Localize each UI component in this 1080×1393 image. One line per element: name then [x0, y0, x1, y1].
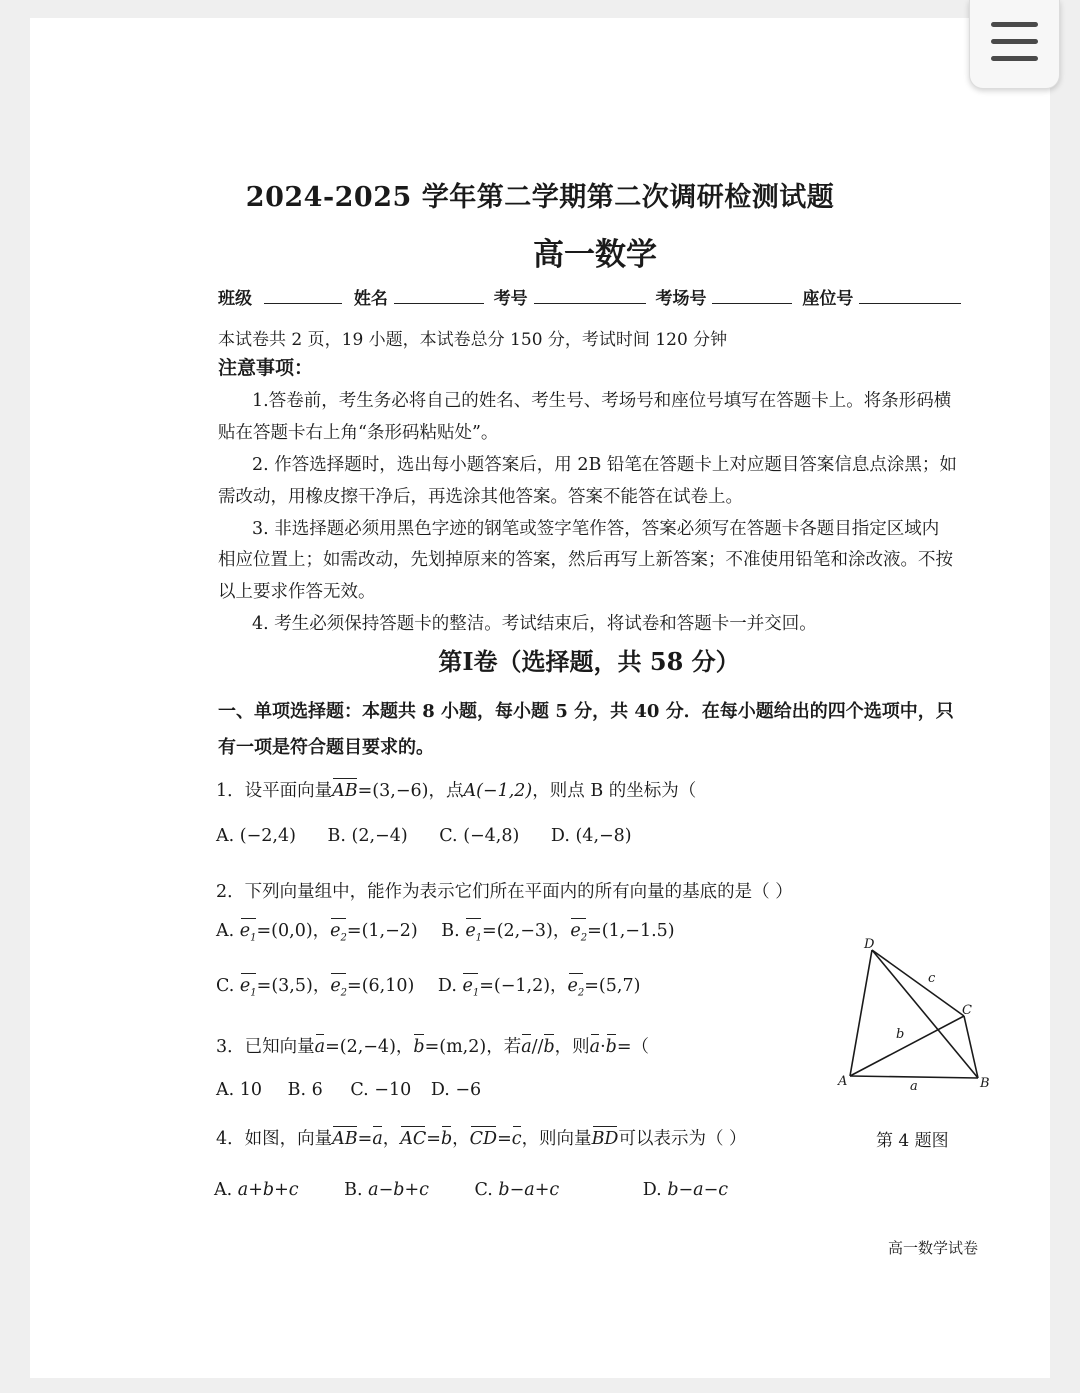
menu-icon-bar — [991, 56, 1038, 61]
section-title: 第Ⅰ卷（选择题，共 58 分） — [438, 647, 740, 676]
q3-tail: =（ — [616, 1037, 650, 1057]
q3-option-a-label: A. — [216, 1080, 235, 1100]
q3-option-d: −6 — [455, 1080, 482, 1100]
q4-option-d: b−a−c — [667, 1180, 729, 1200]
q2-option-c-e2: =(6,10) — [347, 976, 415, 996]
q2-options-cd: C. $e_1=(3,5)$，$e_2=(6,10)$ D. $e_1=(-1,2)$，$e_2=(5,7)$ — [216, 976, 641, 999]
seat-no-label: 座位号 — [802, 289, 854, 309]
q1-option-c: (−4,8) — [463, 826, 520, 846]
q2-option-a-e2: =(1,−2) — [346, 921, 418, 941]
q4-option-c-label: C. — [474, 1180, 493, 1200]
q2-option-b-label: B. — [441, 921, 460, 941]
candidate-info-fields — [218, 284, 961, 309]
q2-option-d-e2: =(5,7) — [584, 976, 641, 996]
q4-tail: 可以表示为（ ） — [618, 1129, 747, 1149]
q2-option-c-label: C. — [216, 976, 235, 996]
q3-parallel: // — [531, 1037, 544, 1057]
q1-option-d-label: D. — [550, 826, 570, 846]
figure-caption: 第 4 题图 — [876, 1131, 949, 1151]
question-2: 2．下列向量组中，能作为表示它们所在平面内的所有向量的基底的是（ ） — [216, 882, 793, 902]
menu-button[interactable] — [969, 0, 1060, 89]
q3-cond: ，若 — [486, 1037, 522, 1057]
exam-info: 本试卷共 2 页，19 小题，本试卷总分 150 分，考试时间 120 分钟 — [218, 330, 728, 350]
q3-vector-a: =(2,−4) — [325, 1037, 396, 1057]
q3-option-a: 10 — [239, 1080, 263, 1100]
question-4: 4．如图，向量AB=a，AC=b，CD=c，则向量BD可以表示为（ ） — [216, 1129, 747, 1149]
q2-options-ab: A. $e_1=(0,0)$，$e_2=(1,-2)$ B. $e_1=(2,-3)$，$e_2=(1,-1.5)$ — [216, 921, 675, 944]
q3-prefix: 3．已知向量 — [216, 1037, 315, 1057]
q4-options — [214, 1180, 728, 1200]
q3-vector-b: =(m,2) — [424, 1037, 487, 1057]
q1-expr: =(3,−6)，点 — [357, 781, 464, 801]
q4-option-b: a−b+c — [368, 1180, 429, 1200]
q1-option-b: (2,−4) — [351, 826, 408, 846]
figure-edge-ac — [850, 1016, 964, 1076]
point-b-label: B — [980, 1076, 990, 1090]
q4-vector-figure — [830, 930, 1000, 1090]
q2-option-b-e1: =(2,−3) — [482, 921, 553, 941]
notice-line: 1.答卷前，考生务必将自己的姓名、考生号、考场号和座位号填写在答题卡上。将条形码横 — [252, 391, 952, 411]
part1-instructions: 一、单项选择题：本题共 8 小题，每小题 5 分，共 40 分．在每小题给出的四个选项中，只 — [218, 701, 954, 722]
notice-line: 2. 作答选择题时，选出每小题答案后，用 2B 铅笔在答题卡上对应题目答案信息点涂黑；如 — [252, 455, 957, 475]
q1-suffix: ，则点 B 的坐标为（ — [532, 781, 697, 801]
q3-option-c: −10 — [374, 1080, 412, 1100]
notice-line: 需改动，用橡皮擦干净后，再选涂其他答案。答案不能答在试卷上。 — [218, 487, 743, 507]
q1-option-a-label: A. — [216, 826, 235, 846]
room-no-blank — [712, 289, 792, 304]
class-blank — [264, 289, 342, 304]
part1-instructions-cont: 有一项是符合题目要求的。 — [218, 737, 434, 758]
question-3: 3．已知向量a=(2,−4)，b=(m,2)，若a//b，则a·b=（ — [216, 1037, 650, 1057]
notice-line: 4. 考生必须保持答题卡的整洁。考试结束后，将试卷和答题卡一并交回。 — [252, 614, 817, 634]
q1-options — [216, 826, 632, 846]
q2-option-a-label: A. — [216, 921, 235, 941]
q4-option-c: b−a+c — [498, 1180, 560, 1200]
q4-option-a-label: A. — [214, 1180, 233, 1200]
seat-no-blank — [859, 289, 961, 304]
page-footer: 高一数学试卷 — [888, 1239, 979, 1257]
point-c-label: C — [962, 1003, 972, 1018]
q2-option-a-e1: =(0,0) — [256, 921, 313, 941]
q2-option-d-e1: =(−1,2) — [479, 976, 551, 996]
figure-edge-ab — [850, 1076, 978, 1078]
q1-option-d: (4,−8) — [575, 826, 632, 846]
q2-option-d-label: D. — [437, 976, 457, 996]
vector-a-label: a — [910, 1079, 918, 1090]
q2-option-c-e1: =(3,5) — [256, 976, 313, 996]
name-blank — [394, 289, 484, 304]
q1-point: A(−1,2) — [463, 781, 533, 801]
class-label: 班级 — [218, 289, 252, 309]
notice-line: 贴在答题卡右上角“条形码粘贴处”。 — [218, 423, 499, 443]
q1-vector-ab: AB — [332, 781, 358, 801]
q4-mid: ，则向量 — [521, 1129, 592, 1149]
q2-option-b-e2: =(1,−1.5) — [587, 921, 675, 941]
q1-option-b-label: B. — [327, 826, 346, 846]
menu-icon — [991, 22, 1038, 27]
q3-option-c-label: C. — [350, 1080, 369, 1100]
q3-dot: · — [600, 1037, 606, 1057]
figure-edge-da — [850, 950, 872, 1076]
point-d-label: D — [864, 937, 875, 952]
exam-subject: 高一数学 — [533, 237, 657, 273]
notice-heading: 注意事项： — [218, 357, 314, 379]
q4-prefix: 4．如图，向量 — [216, 1129, 333, 1149]
notice-line: 以上要求作答无效。 — [218, 582, 376, 602]
q1-option-c-label: C. — [439, 826, 458, 846]
question-1 — [216, 777, 696, 802]
exam-no-label: 考号 — [493, 289, 528, 309]
exam-title: 2024-2025 学年第二学期第二次调研检测试题 — [245, 182, 835, 213]
q4-option-d-label: D. — [642, 1180, 662, 1200]
vector-b-label: b — [896, 1027, 905, 1042]
notice-line: 3. 非选择题必须用黑色字迹的钢笔或签字笔作答，答案必须写在答题卡各题目指定区域内 — [252, 519, 940, 539]
q3-option-d-label: D. — [430, 1080, 450, 1100]
q4-option-a: a+b+c — [237, 1180, 299, 1200]
q1-option-a: (−2,4) — [239, 826, 296, 846]
q3-option-b: 6 — [311, 1080, 323, 1100]
room-no-label: 考场号 — [655, 289, 707, 309]
q3-option-b-label: B. — [287, 1080, 307, 1100]
notice-line: 相应位置上；如需改动，先划掉原来的答案，然后再写上新答案；不准使用铅笔和涂改液。不按 — [218, 550, 953, 570]
q3-then: ，则 — [554, 1037, 590, 1057]
q4-option-b-label: B. — [344, 1180, 363, 1200]
menu-icon-bar — [991, 39, 1038, 44]
exam-no-blank — [534, 289, 646, 304]
name-label: 姓名 — [353, 289, 388, 309]
vector-c-label: c — [928, 971, 936, 986]
q3-options — [216, 1080, 481, 1100]
point-a-label: A — [838, 1074, 848, 1089]
q1-prefix: 1．设平面向量 — [216, 781, 333, 801]
